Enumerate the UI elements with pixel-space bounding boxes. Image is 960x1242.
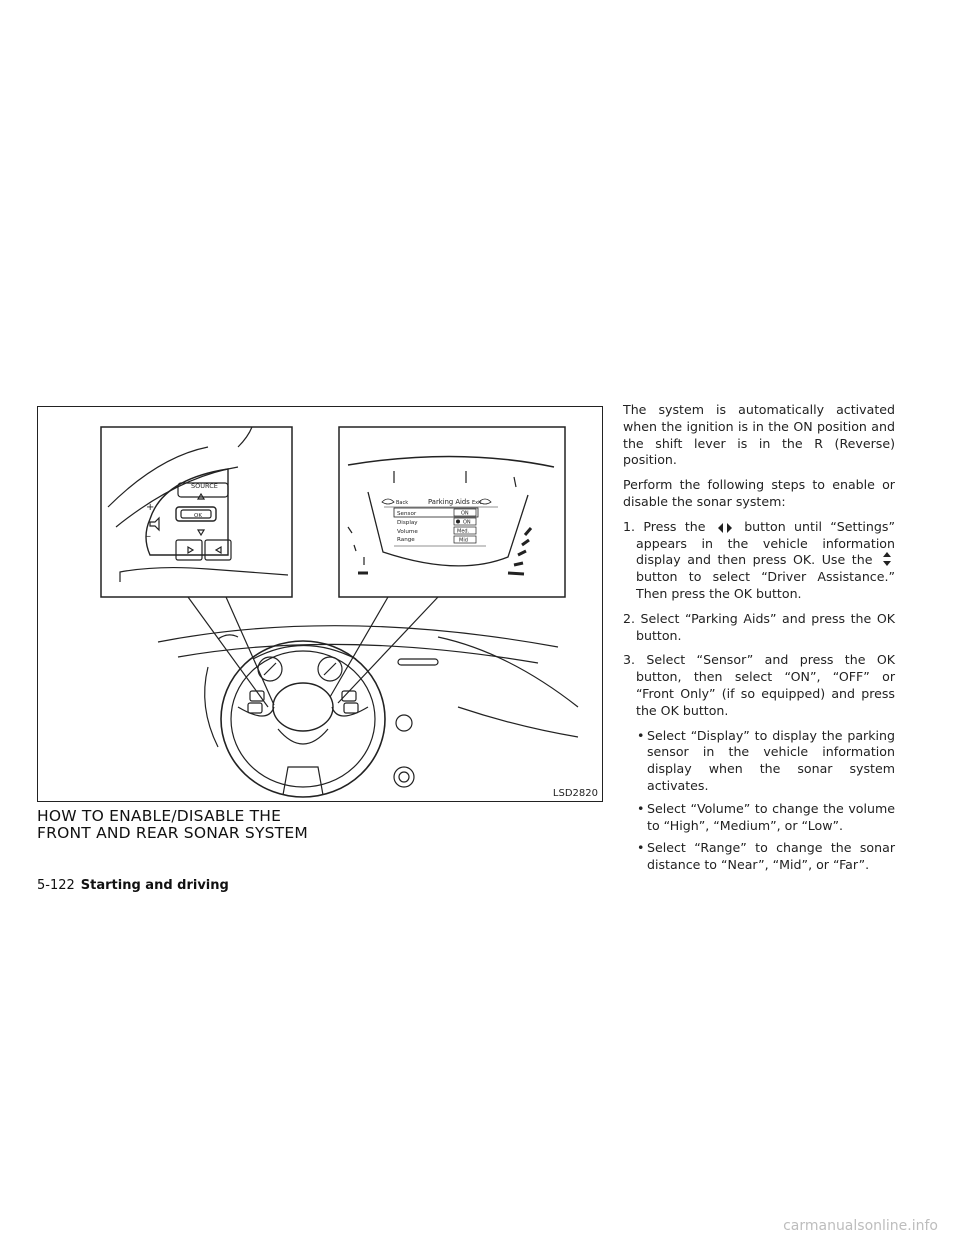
display-row-range-value: Mid (459, 537, 468, 544)
page-number: 5-122 (37, 878, 75, 893)
plus-label: + (146, 502, 155, 513)
bullet-display: • Select “Display” to display the parking sensor in the vehicle information display when the sonar system activates. (623, 728, 895, 795)
display-back-label: Back (396, 500, 409, 506)
watermark: carmanualsonline.info (783, 1218, 938, 1234)
intro-paragraph-2: Perform the following steps to enable or disable the sonar system: (623, 477, 895, 509)
display-row-volume-label: Volume (397, 529, 418, 535)
step-1-text-b: button until “Settings” appears in the vehicle information display and then press OK. Use the (636, 518, 895, 568)
left-right-arrows-icon (718, 523, 732, 533)
section-title-line1: HOW TO ENABLE/DISABLE THE (37, 807, 282, 825)
display-row-display-value: ON (463, 519, 471, 526)
intro-paragraph-1: The system is automatically activated when the ignition is in the ON position and the shift lever is in the R (Reverse) position. (623, 402, 895, 468)
display-row-range-label: Range (397, 537, 415, 543)
bullet-range: • Select “Range” to change the sonar distance to “Near”, “Mid”, or “Far”. (623, 840, 895, 874)
ok-label: OK (194, 513, 202, 519)
section-title (37, 808, 437, 842)
steering-wheel-illustration (38, 407, 604, 803)
section-title-line2: FRONT AND REAR SONAR SYSTEM (37, 824, 308, 842)
source-label: SOURCE (191, 482, 218, 490)
step-2: 2. Select “Parking Aids” and press the OK button. (623, 610, 895, 643)
illustration-figure (37, 406, 603, 802)
footer-section-name: Starting and driving (80, 878, 229, 893)
body-text (623, 402, 895, 880)
display-exit-label: Exit (472, 500, 482, 506)
minus-label: – (146, 531, 151, 542)
display-row-volume-value: Med. (457, 528, 470, 535)
step-3: 3. Select “Sensor” and press the OK button, then select “ON”, “OFF” or “Front Only” (if so equipped) and press the OK button. (623, 652, 895, 718)
step-1 (623, 519, 895, 603)
step-1-text-a: 1. Press the (623, 518, 706, 534)
bullet-volume: • Select “Volume” to change the volume to “High”, “Medium”, or “Low”. (623, 801, 895, 835)
display-row-display-label: Display (397, 520, 418, 526)
display-title: Parking Aids (428, 498, 470, 506)
display-row-sensor-value: ON (461, 510, 469, 517)
figure-code: LSD2820 (552, 788, 598, 799)
page-footer (37, 878, 229, 893)
up-down-arrows-icon (883, 552, 891, 566)
display-row-sensor-label: Sensor (397, 511, 417, 517)
step-1-text-c: button to select “Driver Assistance.” Then press the OK button. (636, 569, 895, 601)
